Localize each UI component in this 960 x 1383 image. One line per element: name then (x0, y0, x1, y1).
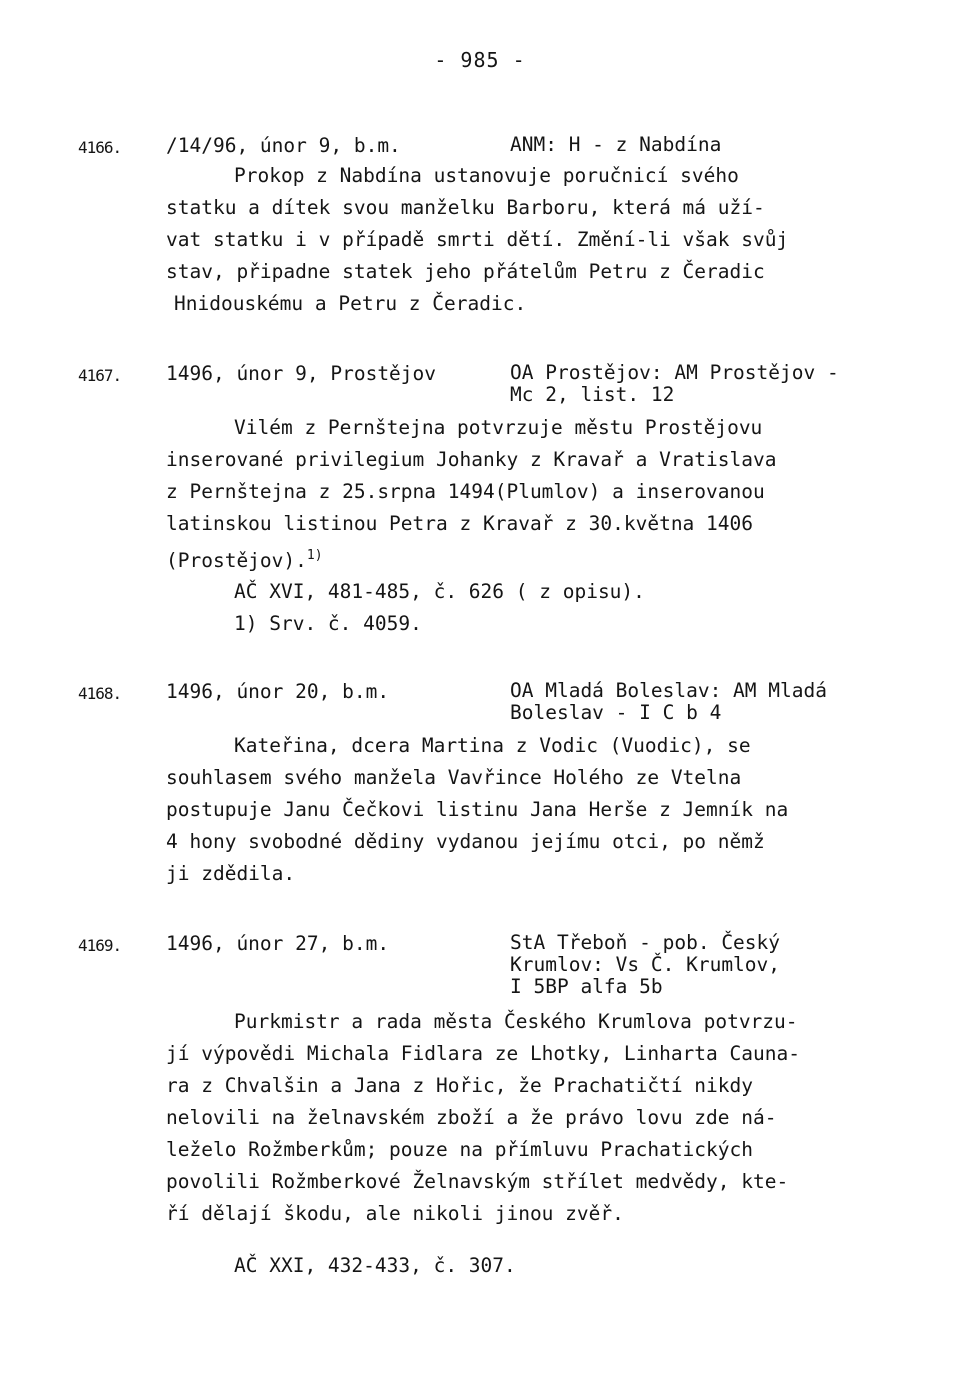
entry-number: 4169. (78, 936, 122, 955)
regest-line: inserované privilegium Johanky z Kravař a Vratislava (166, 448, 777, 471)
entry-archive-source (510, 680, 827, 724)
regest-line: stav, připadne statek jeho přátelům Petru z Čeradic (166, 260, 765, 283)
regest-line: ří dělají škodu, ale nikoli jinou zvěř. (166, 1202, 624, 1225)
regest-line: Kateřina, dcera Martina z Vodic (Vuodic), se (234, 734, 751, 757)
regest-line: souhlasem svého manžela Vavřince Holého ze Vtelna (166, 766, 742, 789)
edition-reference: AČ XVI, 481-485, č. 626 ( z opisu). (234, 580, 645, 603)
footnote: 1) Srv. č. 4059. (234, 612, 422, 635)
entry-number: 4168. (78, 684, 122, 703)
entry-notes (234, 1250, 516, 1282)
regest-line: ra z Chvalšin a Jana z Hořic, že Prachatičtí nikdy (166, 1074, 753, 1097)
source-line: Boleslav - I C b 4 (510, 701, 722, 724)
regest-line: nelovili na želnavském zboží a že právo lovu zde ná- (166, 1106, 777, 1129)
regest-line: ji zdědila. (166, 862, 296, 885)
source-line: OA Mladá Boleslav: AM Mladá (510, 679, 827, 702)
entry-regest (166, 412, 776, 572)
entry-archive-source (510, 134, 721, 156)
regest-line (166, 540, 776, 572)
source-line: ANM: H - z Nabdína (510, 133, 722, 156)
entry-date: 1496, únor 20, b.m. (166, 680, 390, 703)
source-line: OA Prostějov: AM Prostějov - (510, 361, 839, 384)
regest-line: Purkmistr a rada města Českého Krumlova potvrzu- (234, 1010, 798, 1033)
entry-date: 1496, únor 9, Prostějov (166, 362, 437, 385)
entry-date: 1496, únor 27, b.m. (166, 932, 390, 955)
regest-line: jí výpovědi Michala Fidlara ze Lhotky, Linharta Cauna- (166, 1042, 800, 1065)
regest-line: postupuje Janu Čečkovi listinu Jana Herše z Jemník na (166, 798, 789, 821)
entry-regest (166, 160, 788, 320)
regest-line: 4 hony svobodné dědiny vydanou jejímu otci, po němž (166, 830, 765, 853)
regest-line: Hnidouskému a Petru z Čeradic. (174, 292, 527, 315)
source-line: StA Třeboň - pob. Český (510, 931, 781, 954)
entry-number: 4166. (78, 138, 122, 157)
entry-regest (166, 730, 788, 890)
regest-line-text: (Prostějov). (166, 549, 307, 572)
footnote-mark: 1) (306, 548, 323, 563)
entry-archive-source (510, 932, 780, 998)
regest-line: Vilém z Pernštejna potvrzuje městu Prostějovu (234, 416, 763, 439)
entry-archive-source (510, 362, 839, 406)
source-line: Krumlov: Vs Č. Krumlov, (510, 953, 781, 976)
entry-number: 4167. (78, 366, 122, 385)
regest-line: statku a dítek svou manželku Barboru, která má uží- (166, 196, 765, 219)
regest-line: vat statku i v případě smrti dětí. Změní-li však svůj (166, 228, 789, 251)
edition-reference: AČ XXI, 432-433, č. 307. (234, 1254, 516, 1277)
source-line: I 5BP alfa 5b (510, 975, 663, 998)
source-line: Mc 2, list. 12 (510, 383, 675, 406)
regest-line: povolili Rožmberkové Želnavským střílet medvědy, kte- (166, 1170, 789, 1193)
regest-line: latinskou listinou Petra z Kravař z 30.května 1406 (166, 512, 753, 535)
entry-date: /14/96, únor 9, b.m. (166, 134, 401, 157)
entry-notes (234, 576, 645, 640)
regest-line: leželo Rožmberkům; pouze na přímluvu Prachatických (166, 1138, 753, 1161)
entry-regest (166, 1006, 800, 1230)
regest-line: Prokop z Nabdína ustanovuje poručnicí svého (234, 164, 739, 187)
page-number: - 985 - (434, 48, 526, 72)
regest-line: z Pernštejna z 25.srpna 1494(Plumlov) a inserovanou (166, 480, 765, 503)
